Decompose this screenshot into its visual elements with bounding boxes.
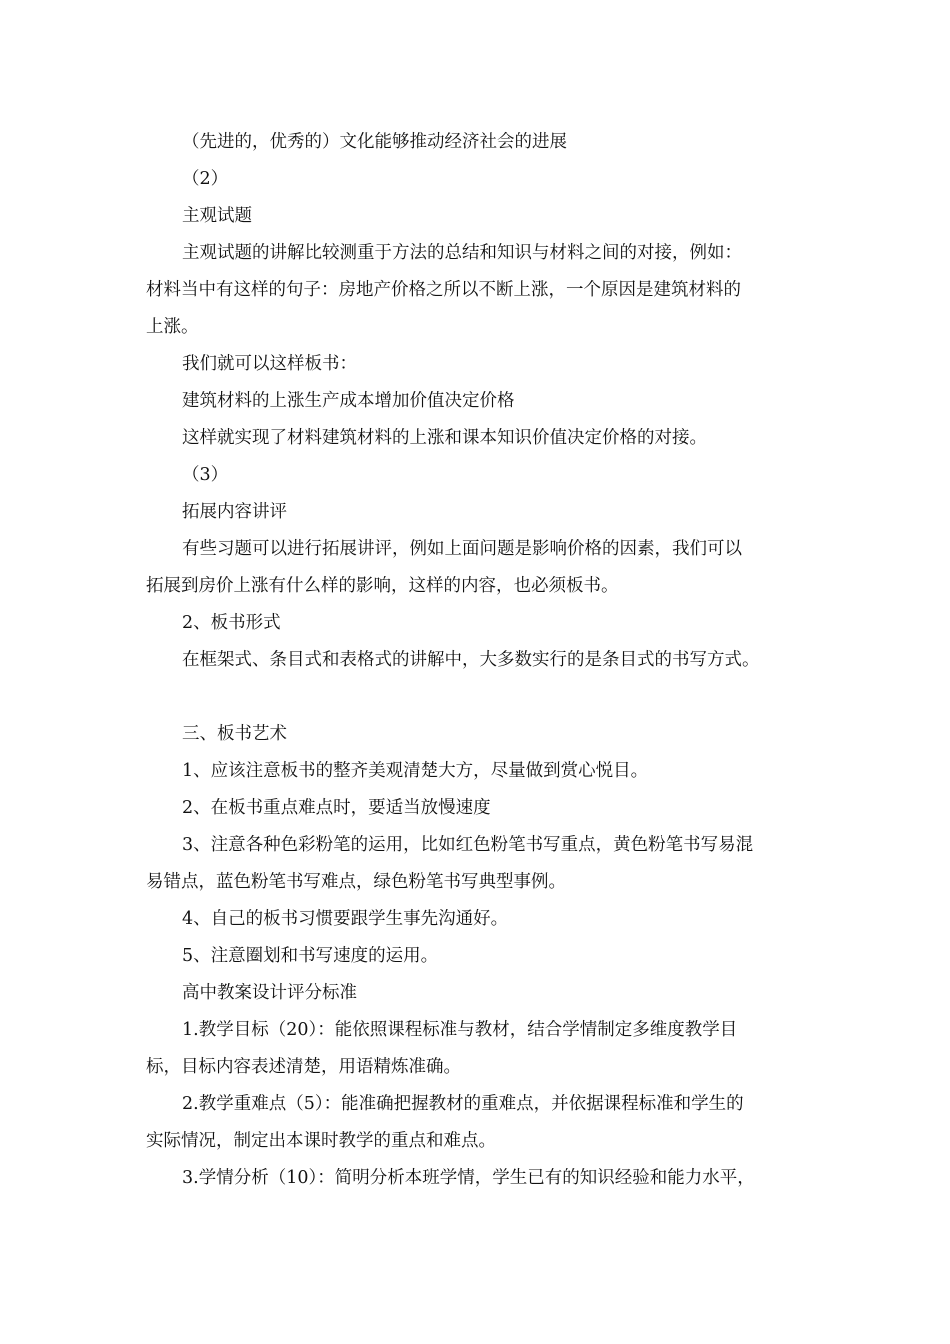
list-item: 5、注意圈划和书写速度的运用。	[182, 946, 439, 966]
list-item: 2.教学重难点（5）：能准确把握教材的重难点，并依据课程标准和学生的	[182, 1094, 744, 1114]
text-line: 有些习题可以进行拓展讲评，例如上面问题是影响价格的因素，我们可以	[182, 539, 742, 559]
paragraph-12	[146, 642, 810, 679]
section-heading: 三、板书艺术	[182, 724, 287, 744]
paragraph-21	[146, 1086, 810, 1160]
text-line: （3）	[182, 465, 229, 485]
list-item: 4、自己的板书习惯要跟学生事先沟通好。	[182, 909, 509, 929]
paragraph-2	[146, 161, 810, 198]
paragraph-5	[146, 346, 810, 383]
paragraph-17	[146, 901, 810, 938]
list-item: 1、应该注意板书的整齐美观清楚大方，尽量做到赏心悦目。	[182, 761, 649, 781]
paragraph-8	[146, 457, 810, 494]
text-line: 材料当中有这样的句子：房地产价格之所以不断上涨，一个原因是建筑材料的	[146, 280, 741, 300]
text-line: 拓展到房价上涨有什么样的影响，这样的内容，也必须板书。	[146, 576, 619, 596]
text-line: 标，目标内容表述清楚，用语精炼准确。	[146, 1057, 461, 1077]
list-item: 3.学情分析（10）：简明分析本班学情，学生已有的知识经验和能力水平，	[182, 1168, 755, 1188]
paragraph-heading-subjective	[146, 198, 810, 235]
paragraph-4	[146, 235, 810, 346]
text-line: 这样就实现了材料建筑材料的上涨和课本知识价值决定价格的对接。	[182, 428, 707, 448]
paragraph-15	[146, 790, 810, 827]
paragraph-16	[146, 827, 810, 901]
section-heading: 高中教案设计评分标准	[182, 983, 357, 1003]
paragraph-heading-art	[146, 716, 810, 753]
paragraph-6	[146, 383, 810, 420]
text-line: 上涨。	[146, 317, 199, 337]
text-line: 实际情况，制定出本课时教学的重点和难点。	[146, 1131, 496, 1151]
section-heading: 2、板书形式	[182, 613, 281, 633]
blank-line	[146, 679, 810, 716]
text-line: （2）	[182, 169, 229, 189]
list-item: 1.教学目标（20）：能依照课程标准与教材，结合学情制定多维度教学目	[182, 1020, 738, 1040]
paragraph-7	[146, 420, 810, 457]
paragraph-heading-standards	[146, 975, 810, 1012]
section-heading: 主观试题	[182, 206, 252, 226]
text-line: 我们就可以这样板书：	[182, 354, 357, 374]
paragraph-18	[146, 938, 810, 975]
text-line: 主观试题的讲解比较测重于方法的总结和知识与材料之间的对接，例如：	[182, 243, 742, 263]
paragraph-1	[146, 124, 810, 161]
paragraph-heading-format	[146, 605, 810, 642]
text-line: 易错点，蓝色粉笔书写难点，绿色粉笔书写典型事例。	[146, 872, 566, 892]
document-body	[146, 124, 810, 1197]
paragraph-10	[146, 531, 810, 605]
text-line: 建筑材料的上涨生产成本增加价值决定价格	[182, 391, 515, 411]
text-line: 在框架式、条目式和表格式的讲解中，大多数实行的是条目式的书写方式。	[182, 650, 760, 670]
list-item: 3、注意各种色彩粉笔的运用，比如红色粉笔书写重点，黄色粉笔书写易混	[182, 835, 754, 855]
paragraph-20	[146, 1012, 810, 1086]
list-item: 2、在板书重点难点时，要适当放慢速度	[182, 798, 491, 818]
section-heading: 拓展内容讲评	[182, 502, 287, 522]
paragraph-22	[146, 1160, 810, 1197]
paragraph-14	[146, 753, 810, 790]
paragraph-heading-extension	[146, 494, 810, 531]
text-line: （先进的，优秀的）文化能够推动经济社会的进展	[182, 132, 567, 152]
